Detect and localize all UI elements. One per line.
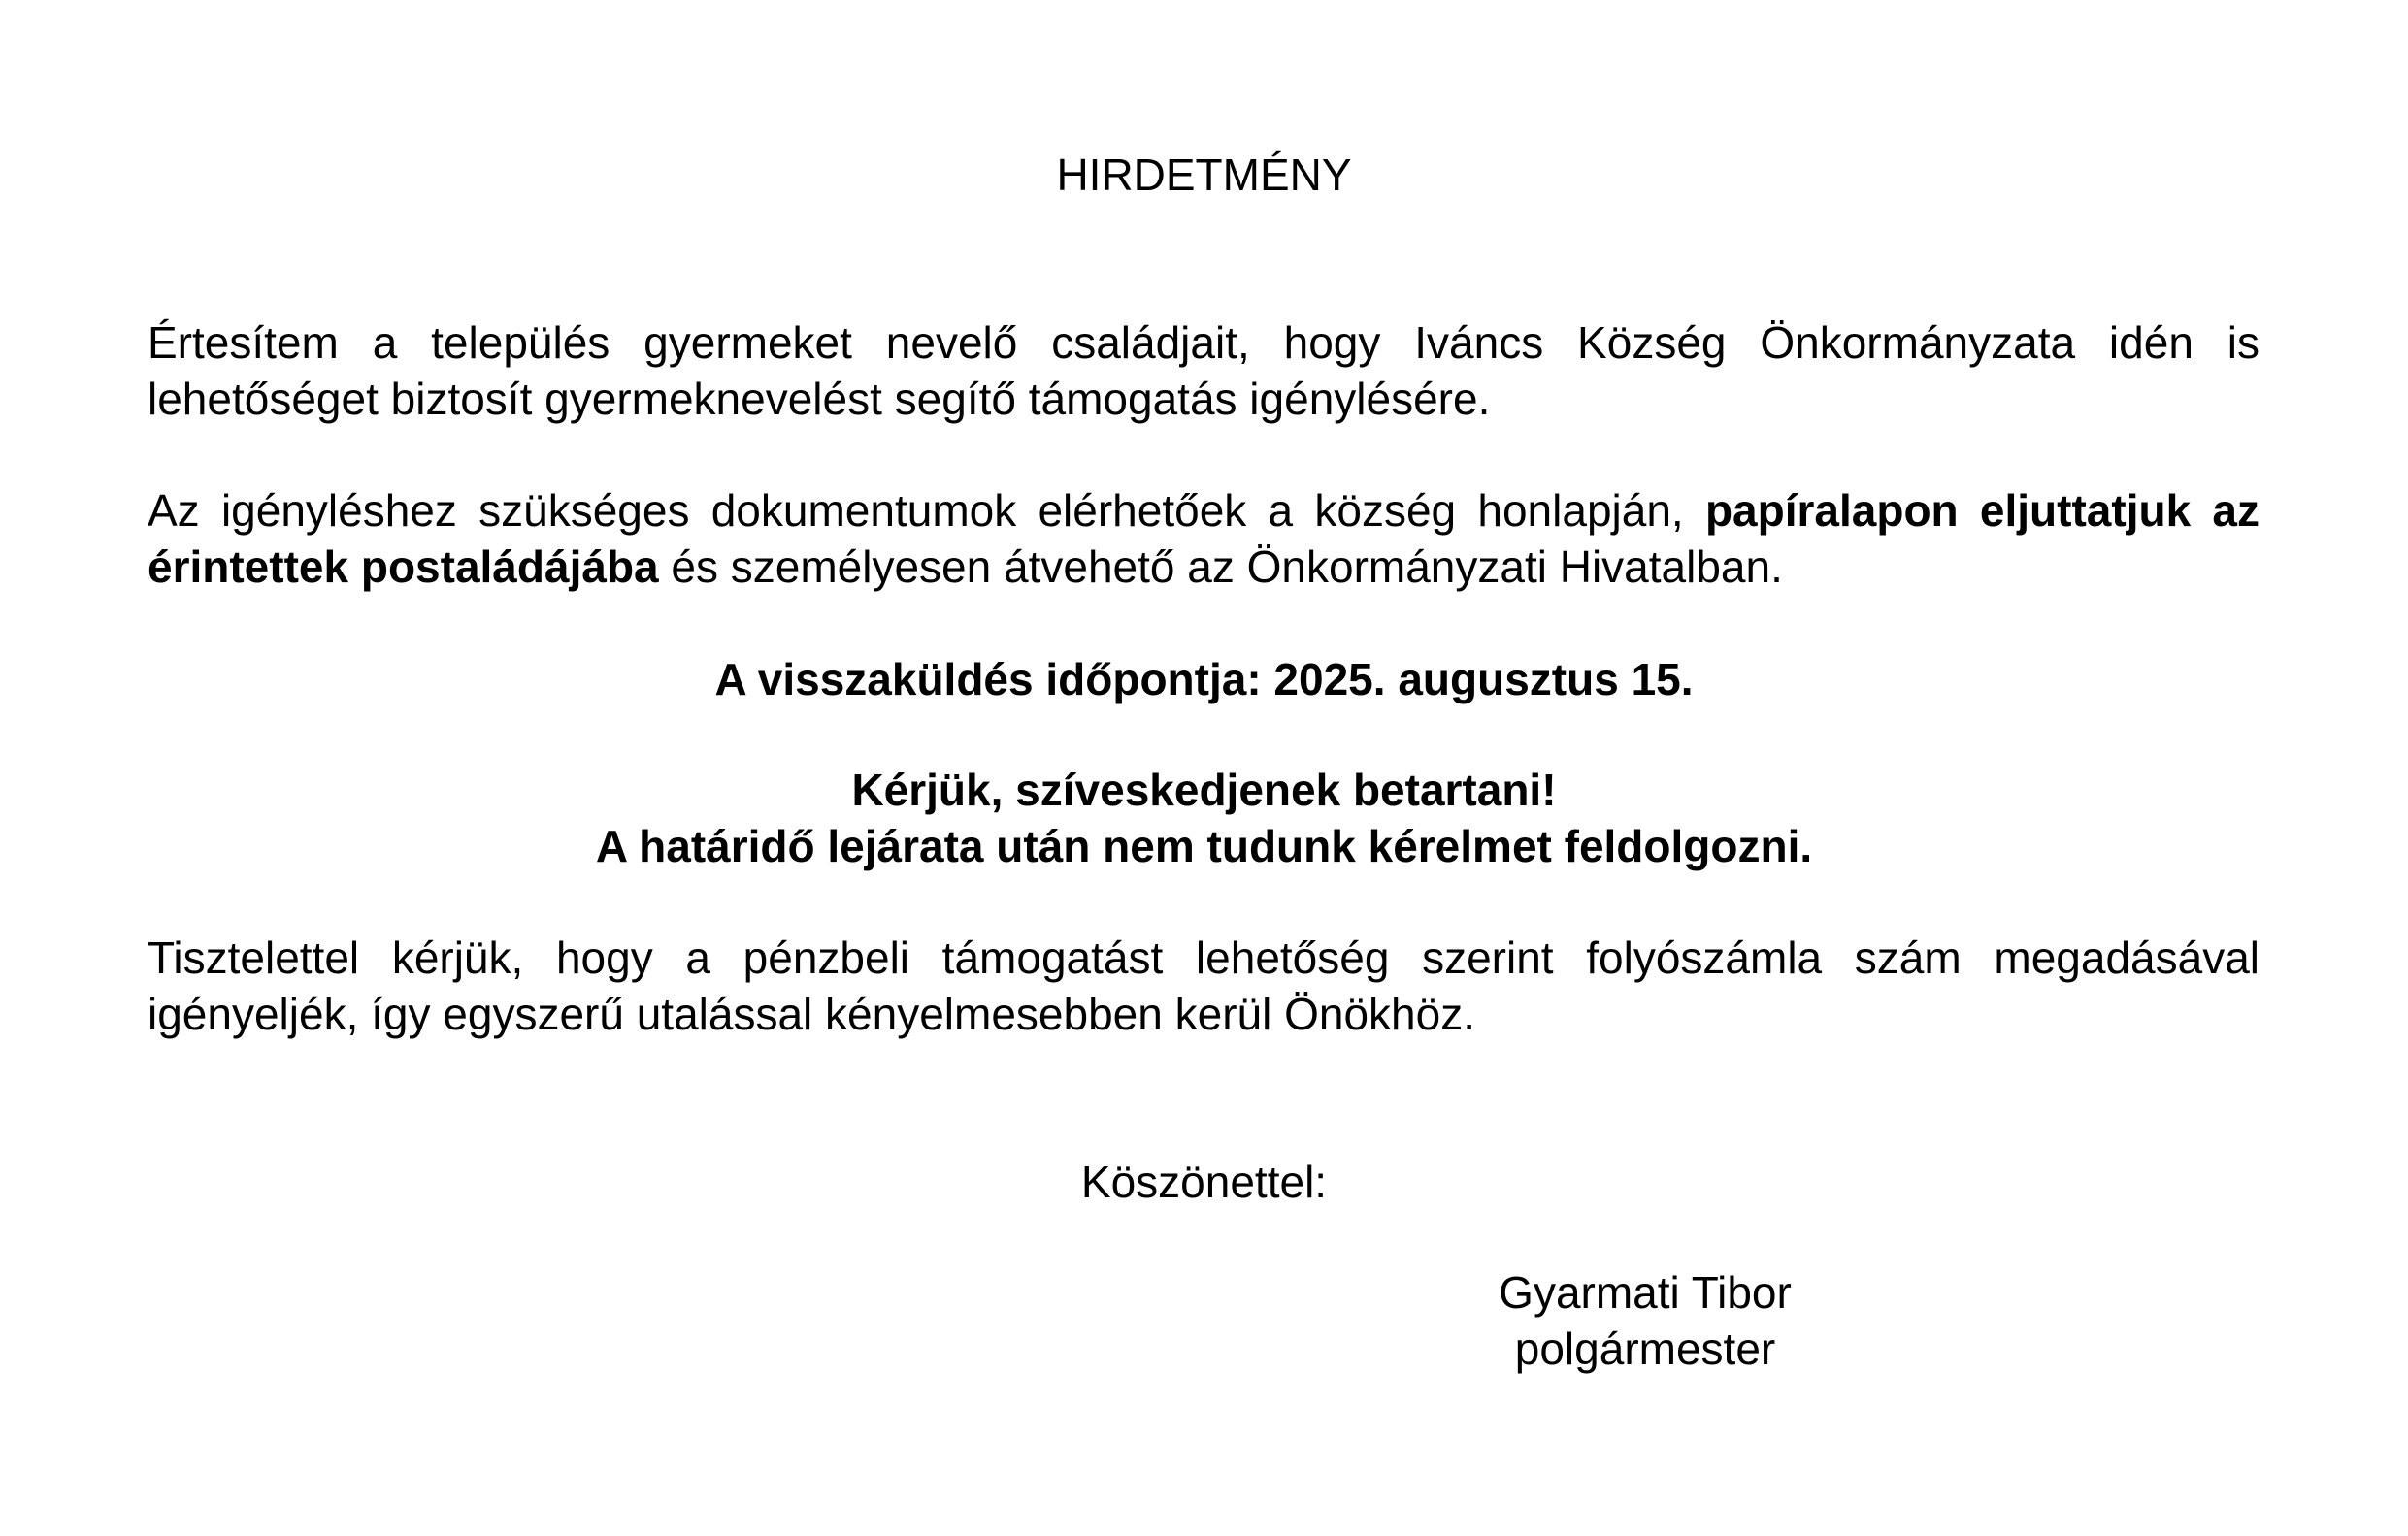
deadline-line: A visszaküldés időpontja: 2025. augusztus 15. (714, 654, 1694, 704)
closing-line: Köszönettel: (1080, 1157, 1328, 1207)
notice-line-2: A határidő lejárata után nem tudunk kérelmet feldolgozni. (595, 821, 1813, 871)
signer-name: Gyarmati Tibor (1499, 1267, 1792, 1318)
notice-block (0, 762, 2408, 874)
payment-paragraph: Tisztelettel kérjük, hogy a pénzbeli támogatást lehetőség szerint folyószámla szám megadásával igényeljék, így egyszerű utalással kényelmesebben kerül Önökhöz. (148, 932, 2260, 1039)
signer-title: polgármester (1514, 1324, 1776, 1374)
intro-paragraph: Értesítem a település gyermeket nevelő családjait, hogy Iváncs Község Önkormányzata idén is lehetőséget biztosít gyermeknevelést segítő támogatás igénylésére. (148, 317, 2260, 424)
documents-paragraph-text-1: Az igényléshez szükséges dokumentumok elérhetőek a község honlapján, (148, 485, 1705, 536)
signature-block (1393, 1264, 1897, 1377)
notice-line-1: Kérjük, szíveskedjenek betartani! (851, 765, 1557, 815)
documents-paragraph-text-2: és személyesen átvehető az Önkormányzati Hivatalban. (658, 541, 1783, 592)
documents-paragraph-bold: papíralapon eljuttatjuk az érintettek postaládájába (148, 485, 2260, 592)
document-title: HIRDETMÉNY (1056, 149, 1352, 200)
documents-paragraph (148, 482, 2260, 595)
